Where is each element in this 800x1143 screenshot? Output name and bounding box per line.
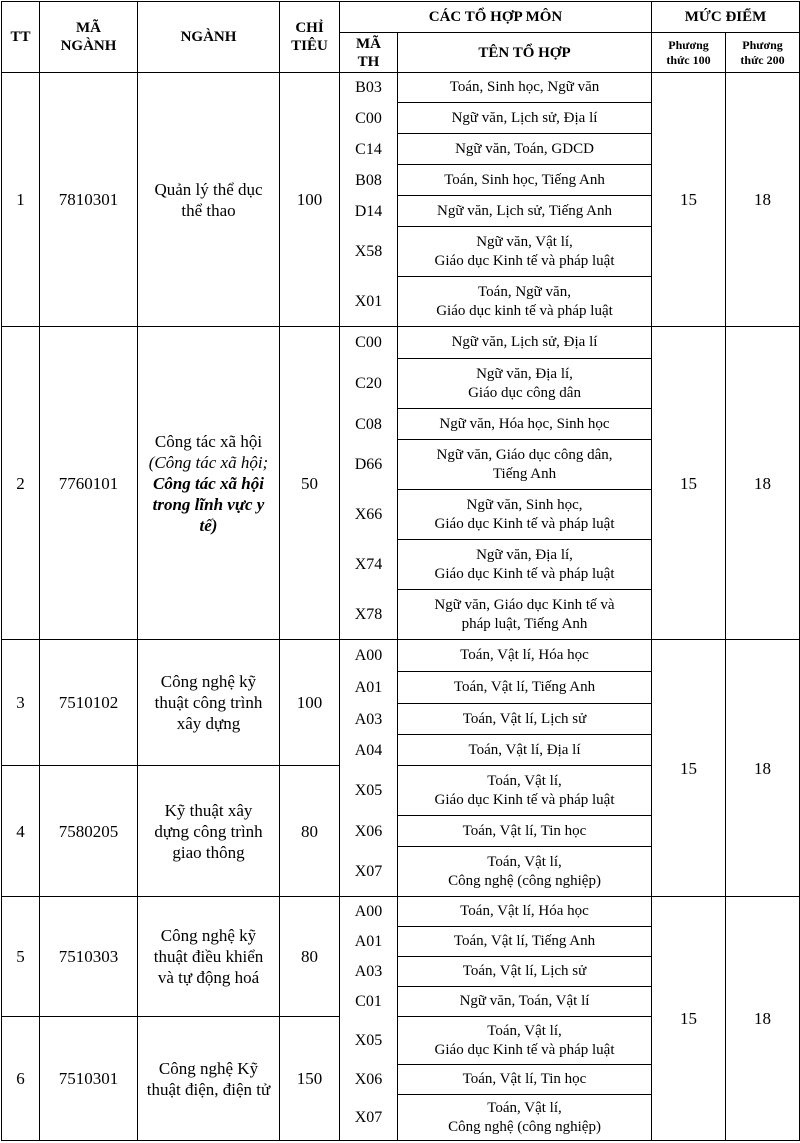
cell-quota: 150 xyxy=(280,1017,340,1141)
cell-combo-name: Ngữ văn, Địa lí, Giáo dục công dân xyxy=(398,359,652,409)
cell-major-code: 7810301 xyxy=(40,73,138,327)
cell-combo-name: Toán, Vật lí, Lịch sử xyxy=(398,957,652,987)
cell-combo-code: C20 xyxy=(340,359,398,409)
table-row xyxy=(2,327,800,359)
cell-combo-name: Ngữ văn, Hóa học, Sinh học xyxy=(398,409,652,440)
cell-major-code: 7760101 xyxy=(40,327,138,640)
cell-combo-name: Toán, Vật lí, Giáo dục Kinh tế và pháp luật xyxy=(398,766,652,816)
cell-tt: 4 xyxy=(2,766,40,897)
cell-combo-name: Ngữ văn, Sinh học, Giáo dục Kinh tế và pháp luật xyxy=(398,490,652,540)
cell-combo-code: D66 xyxy=(340,440,398,490)
cell-combo-name: Toán, Vật lí, Tiếng Anh xyxy=(398,672,652,704)
cell-tt: 6 xyxy=(2,1017,40,1141)
cell-combo-name: Toán, Vật lí, Tin học xyxy=(398,1065,652,1095)
header-nganh: NGÀNH xyxy=(138,2,280,73)
cell-combo-name: Toán, Vật lí, Lịch sử xyxy=(398,704,652,735)
cell-combo-code: A01 xyxy=(340,672,398,704)
cell-major-name: Công tác xã hội (Công tác xã hội; Công tác xã hội trong lĩnh vực y tế) xyxy=(138,327,280,640)
cell-combo-name: Ngữ văn, Giáo dục công dân, Tiếng Anh xyxy=(398,440,652,490)
table-row xyxy=(2,73,800,103)
cell-major-name: Công nghệ kỹ thuật công trình xây dựng xyxy=(138,640,280,766)
cell-combo-code: A03 xyxy=(340,704,398,735)
cell-major-name: Kỹ thuật xây dựng công trình giao thông xyxy=(138,766,280,897)
header-cac-to-hop: CÁC TỔ HỢP MÔN xyxy=(340,2,652,33)
header-muc-diem: MỨC ĐIỂM xyxy=(652,2,800,33)
cell-combo-code: A04 xyxy=(340,735,398,766)
cell-combo-name: Ngữ văn, Toán, GDCD xyxy=(398,134,652,165)
cell-combo-code: X06 xyxy=(340,1065,398,1095)
cell-score-200: 18 xyxy=(726,73,800,327)
cell-major-code: 7510102 xyxy=(40,640,138,766)
cell-combo-code: B03 xyxy=(340,73,398,103)
cell-combo-code: X05 xyxy=(340,766,398,816)
cell-combo-code: A03 xyxy=(340,957,398,987)
cell-major-name: Công nghệ Kỹ thuật điện, điện tử xyxy=(138,1017,280,1141)
table-row xyxy=(2,897,800,927)
cell-score-100: 15 xyxy=(652,897,726,1141)
cell-quota: 100 xyxy=(280,73,340,327)
cell-combo-code: C14 xyxy=(340,134,398,165)
admission-table xyxy=(1,1,800,1141)
cell-combo-code: X05 xyxy=(340,1017,398,1065)
cell-combo-name: Ngữ văn, Địa lí, Giáo dục Kinh tế và pháp luật xyxy=(398,540,652,590)
cell-combo-code: A00 xyxy=(340,640,398,672)
cell-combo-code: A00 xyxy=(340,897,398,927)
cell-quota: 80 xyxy=(280,766,340,897)
cell-combo-name: Toán, Sinh học, Tiếng Anh xyxy=(398,165,652,196)
cell-combo-name: Ngữ văn, Lịch sử, Tiếng Anh xyxy=(398,196,652,227)
cell-combo-name: Toán, Vật lí, Địa lí xyxy=(398,735,652,766)
cell-major-code: 7580205 xyxy=(40,766,138,897)
cell-tt: 1 xyxy=(2,73,40,327)
cell-combo-name: Ngữ văn, Lịch sử, Địa lí xyxy=(398,103,652,134)
cell-combo-name: Toán, Vật lí, Tiếng Anh xyxy=(398,927,652,957)
cell-score-200: 18 xyxy=(726,897,800,1141)
cell-score-200: 18 xyxy=(726,640,800,897)
cell-score-100: 15 xyxy=(652,640,726,897)
cell-combo-name: Ngữ văn, Giáo dục Kinh tế và pháp luật, Tiếng Anh xyxy=(398,590,652,640)
header-chi-tieu: CHỈ TIÊU xyxy=(280,2,340,73)
cell-combo-name: Toán, Vật lí, Công nghệ (công nghiệp) xyxy=(398,1095,652,1141)
cell-major-code: 7510303 xyxy=(40,897,138,1017)
header-ma-th: MÃ TH xyxy=(340,33,398,73)
cell-combo-code: B08 xyxy=(340,165,398,196)
cell-major-code: 7510301 xyxy=(40,1017,138,1141)
cell-combo-name: Toán, Sinh học, Ngữ văn xyxy=(398,73,652,103)
cell-score-100: 15 xyxy=(652,73,726,327)
cell-combo-code: C08 xyxy=(340,409,398,440)
header-phuong-thuc-100: Phương thức 100 xyxy=(652,33,726,73)
cell-tt: 5 xyxy=(2,897,40,1017)
cell-combo-name: Ngữ văn, Lịch sử, Địa lí xyxy=(398,327,652,359)
cell-combo-code: X74 xyxy=(340,540,398,590)
cell-combo-code: X66 xyxy=(340,490,398,540)
cell-combo-name: Toán, Ngữ văn, Giáo dục kinh tế và pháp luật xyxy=(398,277,652,327)
table-row xyxy=(2,640,800,672)
cell-tt: 2 xyxy=(2,327,40,640)
cell-combo-name: Toán, Vật lí, Tin học xyxy=(398,816,652,847)
cell-combo-name: Toán, Vật lí, Hóa học xyxy=(398,640,652,672)
cell-score-200: 18 xyxy=(726,327,800,640)
cell-tt: 3 xyxy=(2,640,40,766)
cell-combo-code: X78 xyxy=(340,590,398,640)
cell-combo-code: C00 xyxy=(340,103,398,134)
header-ma-nganh: MÃ NGÀNH xyxy=(40,2,138,73)
cell-combo-code: X06 xyxy=(340,816,398,847)
header-tt: TT xyxy=(2,2,40,73)
cell-quota: 80 xyxy=(280,897,340,1017)
cell-major-name: Quản lý thể dục thể thao xyxy=(138,73,280,327)
header-phuong-thuc-200: Phương thức 200 xyxy=(726,33,800,73)
cell-combo-name: Ngữ văn, Toán, Vật lí xyxy=(398,987,652,1017)
cell-combo-code: X07 xyxy=(340,1095,398,1141)
cell-combo-code: A01 xyxy=(340,927,398,957)
cell-combo-name: Ngữ văn, Vật lí, Giáo dục Kinh tế và pháp luật xyxy=(398,227,652,277)
cell-quota: 50 xyxy=(280,327,340,640)
header-ten-to-hop: TÊN TỔ HỢP xyxy=(398,33,652,73)
cell-quota: 100 xyxy=(280,640,340,766)
cell-combo-code: C01 xyxy=(340,987,398,1017)
cell-combo-name: Toán, Vật lí, Hóa học xyxy=(398,897,652,927)
cell-combo-code: X58 xyxy=(340,227,398,277)
cell-combo-code: D14 xyxy=(340,196,398,227)
cell-score-100: 15 xyxy=(652,327,726,640)
cell-combo-code: X07 xyxy=(340,847,398,897)
cell-major-name: Công nghệ kỹ thuật điều khiển và tự động hoá xyxy=(138,897,280,1017)
cell-combo-name: Toán, Vật lí, Giáo dục Kinh tế và pháp luật xyxy=(398,1017,652,1065)
cell-combo-code: C00 xyxy=(340,327,398,359)
cell-combo-code: X01 xyxy=(340,277,398,327)
cell-combo-name: Toán, Vật lí, Công nghệ (công nghiệp) xyxy=(398,847,652,897)
